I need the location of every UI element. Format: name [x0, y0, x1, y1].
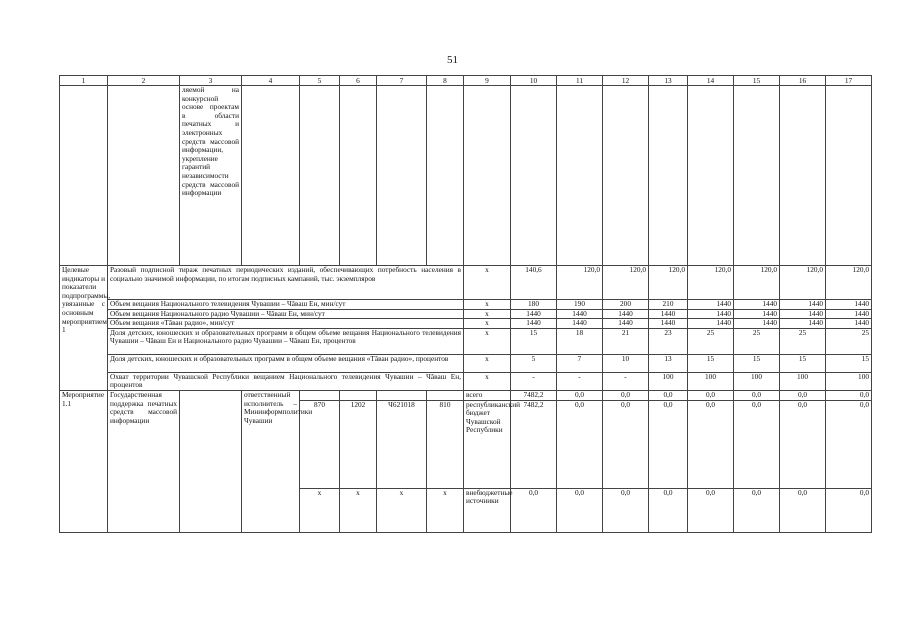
funding-value: 0,0: [557, 400, 603, 488]
funding-value: 0,0: [688, 400, 734, 488]
funding-value: 0,0: [688, 488, 734, 532]
indicator-value: 120,0: [603, 266, 649, 300]
indicator-x: x: [464, 354, 511, 372]
indicator-value: 1440: [780, 309, 826, 319]
col-header: 7: [377, 76, 427, 86]
col-header: 4: [242, 76, 300, 86]
indicator-name: Объем вещания «Тăван радио», мин/сут: [108, 319, 464, 329]
funding-value: 0,0: [780, 390, 826, 400]
measure-name: Государственная поддержка печатных средств массовой информации: [108, 390, 180, 532]
col-header: 1: [60, 76, 108, 86]
col-header: 10: [511, 76, 557, 86]
indicator-value: 100: [649, 372, 688, 390]
indicator-row: [60, 300, 872, 310]
funding-value: 0,0: [603, 390, 649, 400]
indicator-value: 120,0: [649, 266, 688, 300]
funding-value: 0,0: [688, 390, 734, 400]
col-header: 12: [603, 76, 649, 86]
indicator-name: Доля детских, юношеских и образовательных программ в общем объеме вещания «Тăван радио», процентов: [108, 354, 464, 372]
indicator-name: Разовый подписной тираж печатных периодических изданий, обеспечивающих потребность населения в социально значимой информации, по итогам подписных кампаний, тыс. экземпляров: [108, 266, 464, 300]
funding-value: 0,0: [734, 400, 780, 488]
code-cell: х: [377, 488, 427, 532]
funding-value: 7482,2: [511, 390, 557, 400]
indicator-value: 1440: [603, 319, 649, 329]
indicator-name: Доля детских, юношеских и образовательных программ в общем объеме вещания Национального телевидения Чувашии – Чăваш Ен и Национального радио Чувашии – Чăваш Ен, процентов: [108, 328, 464, 354]
indicator-value: 1440: [734, 300, 780, 310]
code-cell: 870: [300, 400, 340, 488]
funding-value: 0,0: [649, 488, 688, 532]
header-row: [60, 76, 872, 86]
indicator-value: 18: [557, 328, 603, 354]
indicator-value: 15: [734, 354, 780, 372]
col-header: 8: [427, 76, 464, 86]
indicator-value: 10: [603, 354, 649, 372]
indicator-value: 120,0: [826, 266, 872, 300]
indicator-row: [60, 354, 872, 372]
indicator-x: x: [464, 319, 511, 329]
indicator-value: 120,0: [557, 266, 603, 300]
measure-label: Мероприятие 1.1: [60, 390, 108, 532]
indicator-value: 100: [688, 372, 734, 390]
indicator-value: 15: [826, 354, 872, 372]
funding-value: 0,0: [557, 488, 603, 532]
continuation-row: [60, 86, 872, 266]
indicator-value: 15: [780, 354, 826, 372]
code-cell: 1202: [340, 400, 377, 488]
indicator-x: x: [464, 309, 511, 319]
funding-value: 0,0: [826, 488, 872, 532]
indicator-value: 1440: [511, 319, 557, 329]
indicator-value: 140,6: [511, 266, 557, 300]
indicator-value: 1440: [688, 309, 734, 319]
indicator-value: 180: [511, 300, 557, 310]
funding-source: республиканский бюджет Чувашской Республики: [464, 400, 511, 488]
funding-value: 0,0: [826, 400, 872, 488]
funding-value: 0,0: [649, 400, 688, 488]
funding-value: 7482,2: [511, 400, 557, 488]
indicator-value: -: [557, 372, 603, 390]
code-cell: 810: [427, 400, 464, 488]
indicator-value: 100: [734, 372, 780, 390]
indicators-label: Целевые индикаторы и показатели подпрограммы, увязанные с основным мероприятием 1: [60, 266, 108, 391]
code-cell: [300, 390, 340, 400]
indicator-value: 200: [603, 300, 649, 310]
code-cell: х: [427, 488, 464, 532]
indicator-value: 120,0: [688, 266, 734, 300]
indicator-value: 1440: [649, 309, 688, 319]
funding-value: 0,0: [734, 488, 780, 532]
indicator-value: 1440: [826, 309, 872, 319]
indicator-value: 190: [557, 300, 603, 310]
indicator-value: 21: [603, 328, 649, 354]
indicator-row: [60, 266, 872, 300]
indicator-name: Охват территории Чувашской Республики вещанием Национального телевидения Чувашии – Чăваш Ен, процентов: [108, 372, 464, 390]
indicator-name: Объем вещания Национального радио Чувашии – Чăваш Ен, мин/сут: [108, 309, 464, 319]
indicator-value: 1440: [780, 319, 826, 329]
indicator-value: 25: [780, 328, 826, 354]
indicator-value: 100: [826, 372, 872, 390]
code-cell: [427, 390, 464, 400]
col-header: 15: [734, 76, 780, 86]
col-header: 9: [464, 76, 511, 86]
indicator-value: 25: [826, 328, 872, 354]
funding-source: внебюджетные источники: [464, 488, 511, 532]
col-header: 2: [108, 76, 180, 86]
indicator-value: 7: [557, 354, 603, 372]
indicator-value: 13: [649, 354, 688, 372]
indicator-x: x: [464, 266, 511, 300]
indicator-value: 210: [649, 300, 688, 310]
col-header: 13: [649, 76, 688, 86]
indicator-value: 100: [780, 372, 826, 390]
indicator-value: 1440: [826, 300, 872, 310]
indicator-value: 1440: [734, 319, 780, 329]
indicator-value: 1440: [688, 300, 734, 310]
measure-row: [60, 390, 872, 400]
page-number: 51: [447, 54, 458, 66]
indicator-value: 1440: [557, 319, 603, 329]
funding-source: всего: [464, 390, 511, 400]
funding-value: 0,0: [649, 390, 688, 400]
funding-value: 0,0: [603, 400, 649, 488]
continuation-text: ляемой на конкурсной основе проектам в области печатных и электронных средств массовой информации, укрепление гарантий независимости средств массовой информации: [180, 86, 242, 266]
col-header: 16: [780, 76, 826, 86]
indicator-value: 1440: [688, 319, 734, 329]
funding-value: 0,0: [826, 390, 872, 400]
indicator-value: 5: [511, 354, 557, 372]
indicator-value: 1440: [603, 309, 649, 319]
indicator-value: 120,0: [734, 266, 780, 300]
code-cell: Ч621018: [377, 400, 427, 488]
program-table: [59, 75, 872, 533]
indicator-value: 1440: [734, 309, 780, 319]
code-cell: [340, 390, 377, 400]
indicator-x: x: [464, 372, 511, 390]
col-header: 6: [340, 76, 377, 86]
funding-value: 0,0: [603, 488, 649, 532]
indicator-value: 120,0: [780, 266, 826, 300]
indicator-value: 23: [649, 328, 688, 354]
indicator-row: [60, 319, 872, 329]
indicator-value: 15: [688, 354, 734, 372]
indicator-value: 1440: [649, 319, 688, 329]
col-header: 3: [180, 76, 242, 86]
indicator-value: 1440: [826, 319, 872, 329]
indicator-row: [60, 328, 872, 354]
code-cell: [377, 390, 427, 400]
col-header: 17: [826, 76, 872, 86]
indicator-name: Объем вещания Национального телевидения Чувашии – Чăваш Ен, мин/сут: [108, 300, 464, 310]
indicator-value: 1440: [557, 309, 603, 319]
indicator-value: 25: [734, 328, 780, 354]
indicator-row: [60, 372, 872, 390]
funding-value: 0,0: [734, 390, 780, 400]
code-cell: х: [300, 488, 340, 532]
indicator-x: x: [464, 328, 511, 354]
indicator-value: -: [511, 372, 557, 390]
code-cell: х: [340, 488, 377, 532]
funding-value: 0,0: [557, 390, 603, 400]
funding-value: 0,0: [511, 488, 557, 532]
funding-value: 0,0: [780, 400, 826, 488]
col-header: 5: [300, 76, 340, 86]
indicator-value: 1440: [511, 309, 557, 319]
indicator-value: -: [603, 372, 649, 390]
indicator-value: 15: [511, 328, 557, 354]
col-header: 11: [557, 76, 603, 86]
funding-value: 0,0: [780, 488, 826, 532]
measure-executor: ответственный исполнитель – Мининформполитики Чувашии: [242, 390, 300, 532]
col-header: 14: [688, 76, 734, 86]
indicator-value: 25: [688, 328, 734, 354]
indicator-x: x: [464, 300, 511, 310]
indicator-value: 1440: [780, 300, 826, 310]
